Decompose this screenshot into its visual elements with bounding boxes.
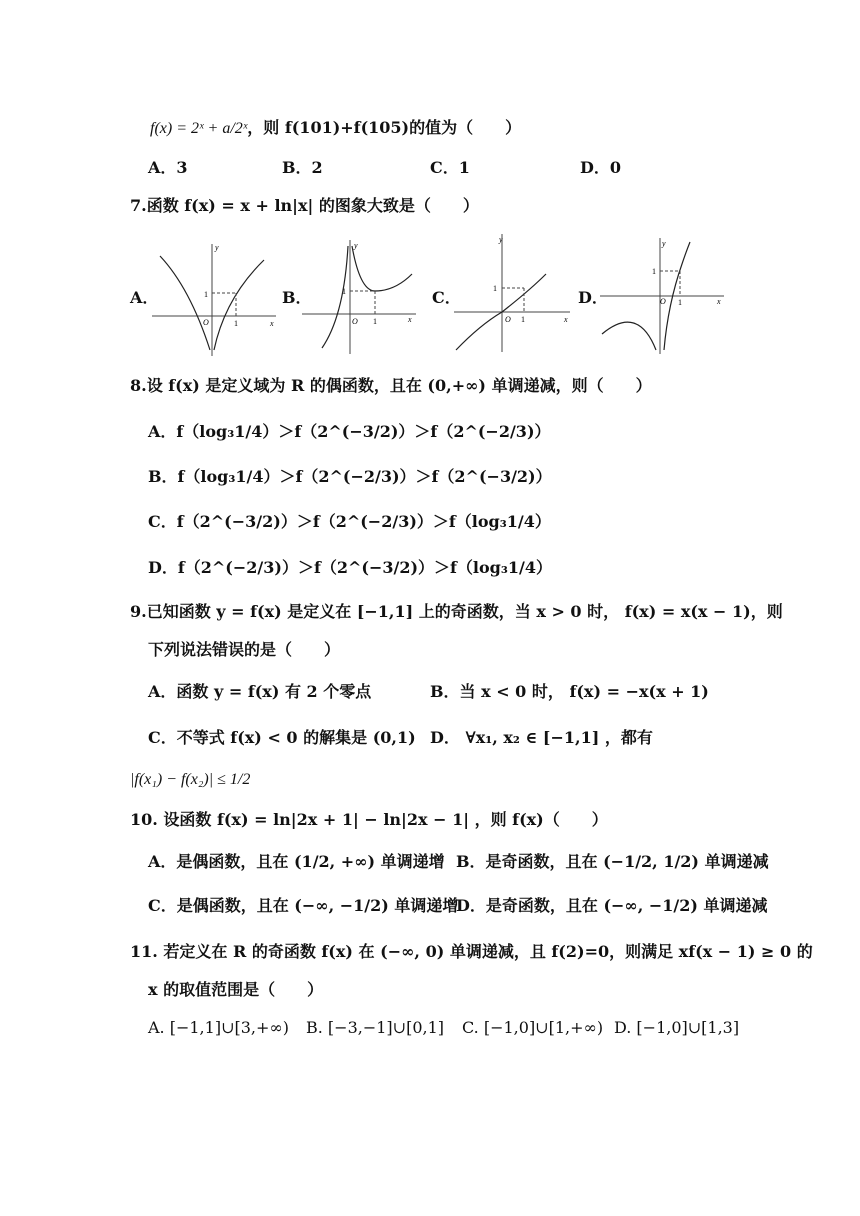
axis-y-label: y (662, 239, 666, 248)
axis-x-label: x (270, 319, 274, 328)
q7-graph-c-label: C． (432, 288, 461, 307)
q6-option-d: D．0 (580, 158, 622, 177)
q7-stem: 7.函数 f(x) = x + ln|x| 的图象大致是（ ） (130, 196, 479, 215)
q7-graph-c (450, 230, 575, 355)
tick-x: 1 (373, 317, 377, 326)
curve-left (602, 322, 656, 350)
q9-option-c: C．不等式 f(x) < 0 的解集是 (0,1) (148, 728, 416, 747)
q8-option-c: C．f（2^(−3/2)）＞f（2^(−2/3)）＞f（log₃1/4） (148, 512, 551, 531)
curve-left (322, 246, 348, 348)
axis-y-label: y (354, 241, 358, 250)
q9-option-d: D． ∀x₁, x₂ ∈ [−1,1] ，都有 (430, 728, 653, 747)
tick-y: 1 (652, 267, 656, 276)
q6-option-b: B．2 (282, 158, 323, 177)
tick-x: 1 (678, 298, 682, 307)
q8-stem: 8.设 f(x) 是定义域为 R 的偶函数，且在 (0,+∞) 单调递减，则（ ） (130, 376, 652, 395)
origin-label: O (505, 315, 511, 324)
q11-option-d: D. [−1,0]∪[1,3] (614, 1018, 740, 1037)
q9-option-d-cont: |f(x₁) − f(x₂)| ≤ 1/2 (130, 771, 251, 788)
curve-left (160, 256, 210, 350)
q10-option-a: A．是偶函数，且在 (1/2, +∞) 单调递增 (148, 852, 445, 871)
q9-option-b: B．当 x < 0 时， f(x) = −x(x + 1) (430, 682, 709, 701)
q6-formula: f(x) = 2ˣ + a/2ˣ (150, 120, 248, 137)
q8-option-b: B．f（log₃1/4）＞f（2^(−2/3)）＞f（2^(−3/2)） (148, 467, 552, 486)
q10-option-c: C．是偶函数，且在 (−∞, −1/2) 单调递增 (148, 896, 459, 915)
q11-option-a: A. [−1,1]∪[3,+∞) (148, 1018, 289, 1037)
axis-x-label: x (564, 315, 568, 324)
q6-option-c: C．1 (430, 158, 470, 177)
axis-x-label: x (717, 297, 721, 306)
tick-y: 1 (493, 284, 497, 293)
origin-label: O (203, 318, 209, 327)
q11-stem-line2: x 的取值范围是（ ） (148, 980, 324, 999)
q7-graph-d (598, 234, 728, 356)
q9-stem-line2: 下列说法错误的是（ ） (148, 640, 341, 659)
tick-x: 1 (234, 319, 238, 328)
axis-y-label: y (215, 243, 219, 252)
origin-label: O (352, 317, 358, 326)
q7-graph-a (150, 238, 280, 358)
q9-stem-line1: 9.已知函数 y = f(x) 是定义在 [−1,1] 上的奇函数，当 x > 0 时， f(x) = x(x − 1)，则 (130, 602, 783, 621)
q6-stem: ，则 f(101)+f(105)的值为（ ） (247, 118, 522, 137)
q8-option-a: A．f（log₃1/4）＞f（2^(−3/2)）＞f（2^(−2/3)） (148, 422, 551, 441)
q7-graph-b-label: B． (282, 288, 312, 307)
q9-option-a: A．函数 y = f(x) 有 2 个零点 (148, 682, 372, 701)
q6-stem-line (150, 116, 521, 141)
origin-label: O (660, 297, 666, 306)
q7-graph-d-label: D． (578, 288, 608, 307)
q10-option-d: D．是奇函数，且在 (−∞, −1/2) 单调递减 (456, 896, 768, 915)
q7-graph-b (300, 236, 420, 356)
tick-y: 1 (342, 287, 346, 296)
axis-x-label: x (408, 315, 412, 324)
curve-right (352, 246, 412, 291)
tick-y: 1 (204, 290, 208, 299)
curve-right (214, 260, 264, 350)
q11-option-b: B. [−3,−1]∪[0,1] (306, 1018, 445, 1037)
q10-stem: 10. 设函数 f(x) = ln|2x + 1| − ln|2x − 1| ，则 f(x)（ ） (130, 810, 608, 829)
q6-option-a: A．3 (148, 158, 188, 177)
q10-option-b: B．是奇函数，且在 (−1/2, 1/2) 单调递减 (456, 852, 769, 871)
q11-option-c: C. [−1,0]∪[1,+∞) (462, 1018, 604, 1037)
q8-option-d: D．f（2^(−2/3)）＞f（2^(−3/2)）＞f（log₃1/4） (148, 558, 552, 577)
q7-graph-a-label: A． (130, 288, 159, 307)
tick-x: 1 (521, 315, 525, 324)
q11-stem-line1: 11. 若定义在 R 的奇函数 f(x) 在 (−∞, 0) 单调递减，且 f(2)=0，则满足 xf(x − 1) ≥ 0 的 (130, 942, 813, 961)
axis-y-label: y (499, 235, 503, 244)
